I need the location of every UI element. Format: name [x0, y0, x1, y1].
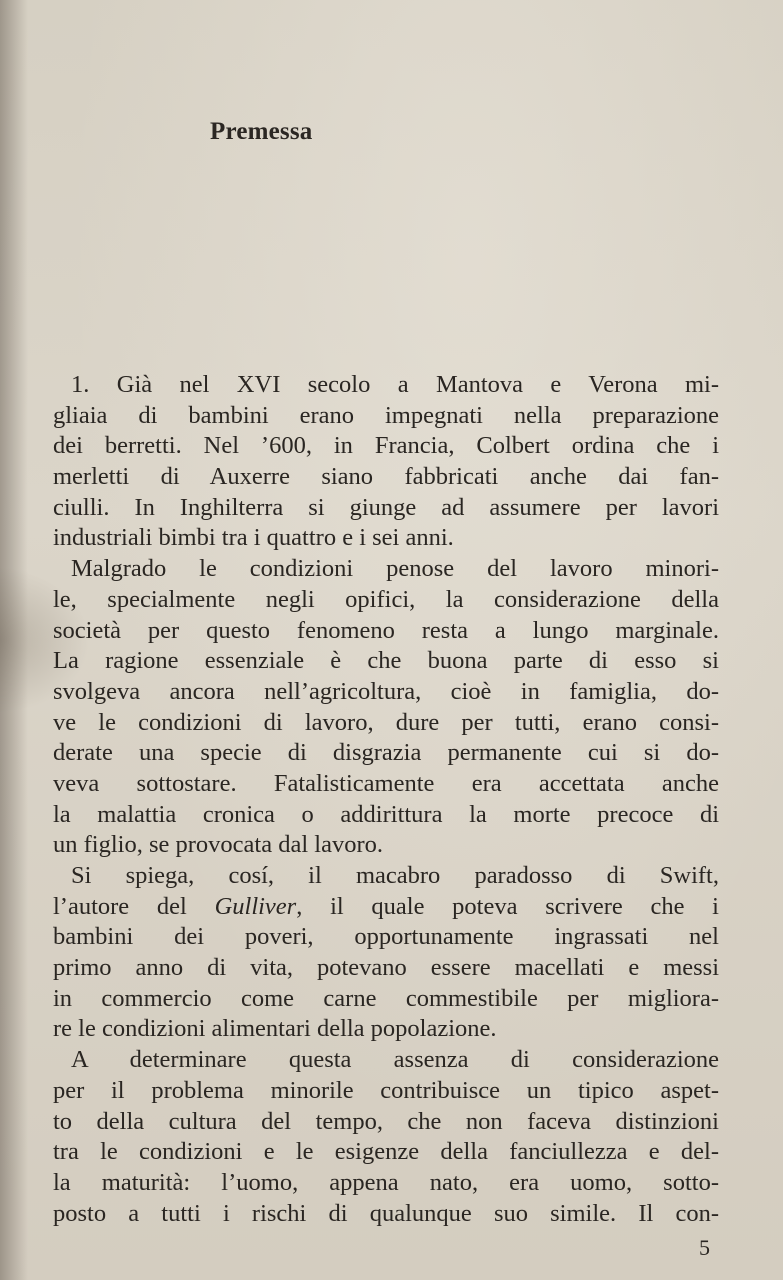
page-gutter-shadow [0, 0, 28, 1280]
page-number: 5 [699, 1235, 710, 1260]
text-line: to della cultura del tempo, che non faceva distinzioni [53, 1107, 719, 1135]
text-line: tra le condizioni e le esigenze della fanciullezza e del- [53, 1138, 719, 1166]
text-line: un figlio, se provocata dal lavoro. [53, 831, 383, 859]
page-title: Premessa [210, 118, 313, 145]
text-line: primo anno di vita, potevano essere macellati e messi [53, 954, 719, 982]
text-line: in commercio come carne commestibile per migliora- [53, 984, 719, 1012]
text-line: 1. Già nel XVI secolo a Mantova e Verona mi- [71, 371, 719, 398]
text-line: per il problema minorile contribuisce un tipico aspet- [53, 1076, 719, 1104]
text-line: A determinare questa assenza di considerazione [71, 1046, 719, 1074]
text-line: ve le condizioni di lavoro, dure per tutti, erano consi- [53, 708, 719, 736]
text-line-with-italic [53, 892, 719, 923]
text-line: svolgeva ancora nell’agricoltura, cioè in famiglia, do- [53, 677, 719, 705]
text-line: bambini dei poveri, opportunamente ingrassati nel [53, 923, 719, 951]
text-line: le, specialmente negli opifici, la considerazione della [53, 585, 719, 613]
text-line: veva sottostare. Fatalisticamente era accettata anche [53, 769, 719, 797]
text-line: la malattia cronica o addirittura la morte precoce di [53, 800, 719, 828]
text-segment: , il quale poteva scrivere che i [296, 892, 719, 920]
text-line: posto a tutti i rischi di qualunque suo simile. Il con- [53, 1199, 719, 1227]
text-line: ciulli. In Inghilterra si giunge ad assumere per lavori [53, 493, 719, 521]
italic-title: Gulliver [214, 892, 297, 920]
text-line: Malgrado le condizioni penose del lavoro minori- [71, 555, 719, 583]
body-text [53, 370, 719, 1229]
text-line: Si spiega, cosí, il macabro paradosso di Swift, [71, 862, 719, 889]
text-line: società per questo fenomeno resta a lungo marginale. [53, 616, 719, 644]
text-line: dei berretti. Nel ’600, in Francia, Colbert ordina che i [53, 432, 719, 460]
text-line: industriali bimbi tra i quattro e i sei anni. [53, 524, 454, 552]
text-line: la maturità: l’uomo, appena nato, era uomo, sotto- [53, 1168, 719, 1196]
text-line: re le condizioni alimentari della popolazione. [53, 1015, 497, 1043]
text-line: merletti di Auxerre siano fabbricati anche dai fan- [53, 463, 719, 491]
text-line: gliaia di bambini erano impegnati nella preparazione [53, 401, 719, 429]
text-line: La ragione essenziale è che buona parte di esso si [53, 647, 719, 675]
text-segment: l’autore del [53, 892, 215, 920]
text-line: derate una specie di disgrazia permanente cui si do- [53, 739, 719, 767]
